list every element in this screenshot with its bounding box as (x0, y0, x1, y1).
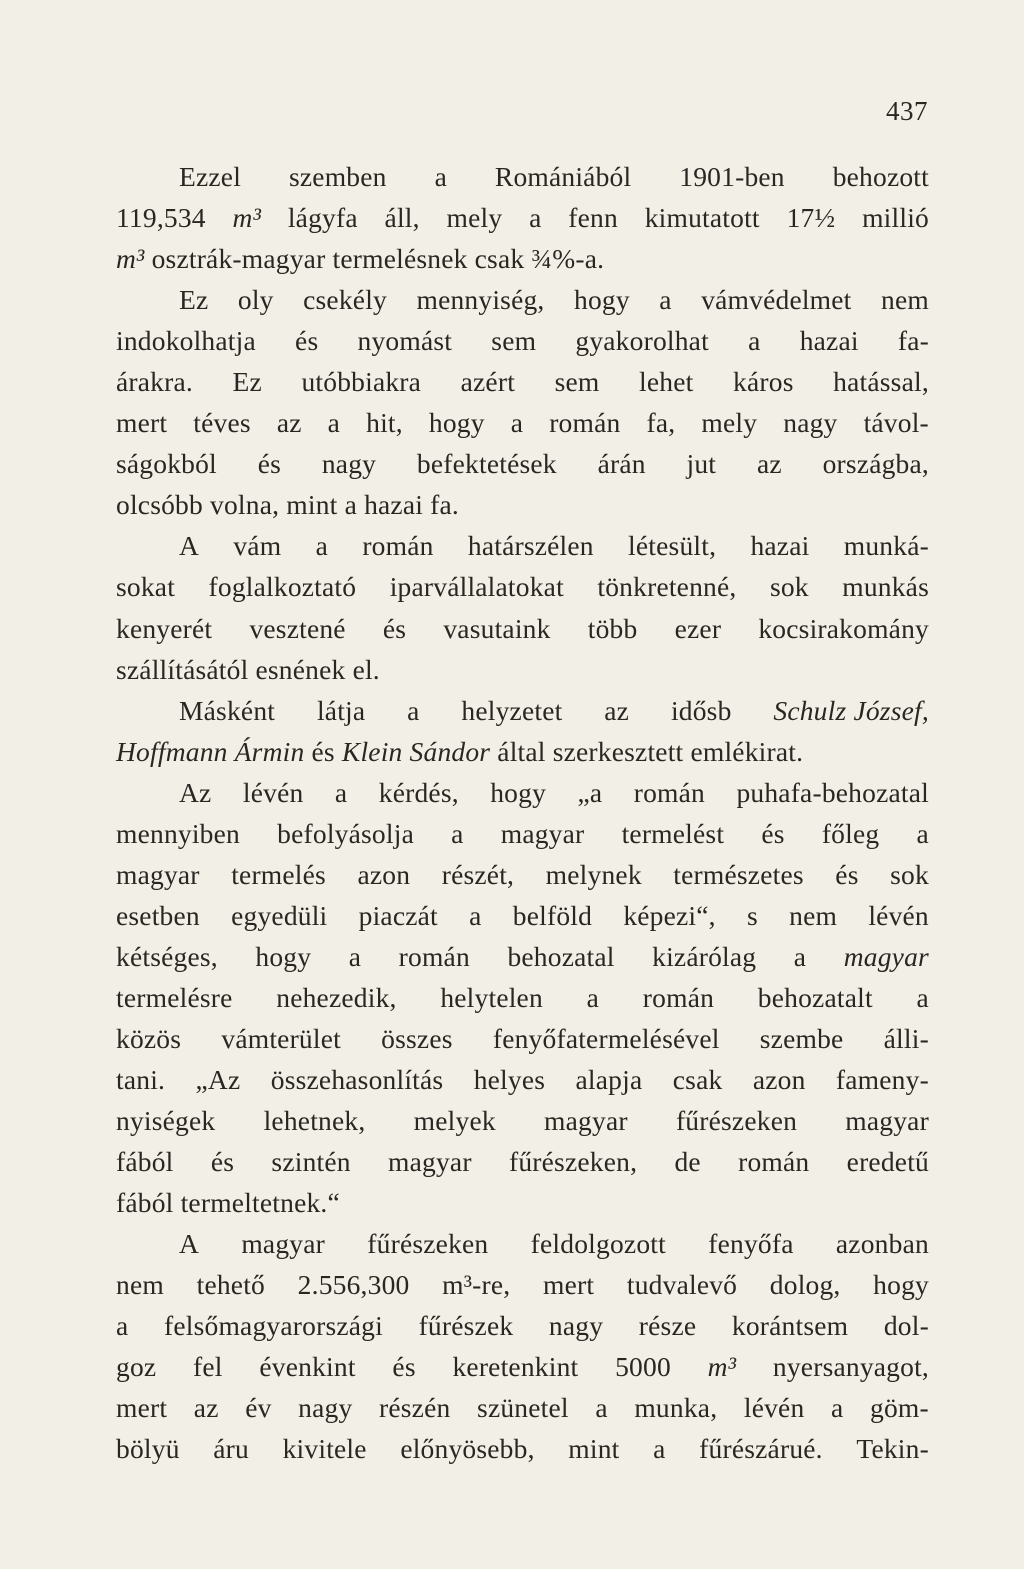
text-line: magyar termelés azon részét, melynek természetes és sok (116, 858, 929, 890)
text-line: tani. „Az összehasonlítás helyes alapja csak azon fameny- (116, 1064, 929, 1096)
text-line: Hoffmann Ármin és Klein Sándor által szerkesztett emlékirat. (116, 731, 929, 772)
text-line: Ezzel szemben a Romániából 1901-ben behozott (179, 161, 929, 192)
text-line: szállításától esnének el. (116, 653, 380, 685)
text-line: mert az év nagy részén szünetel a munka, lévén a göm- (116, 1392, 929, 1424)
page-number: 437 (886, 96, 928, 126)
text-line: esetben egyedüli piaczát a belföld képezi“, s nem lévén (116, 899, 929, 931)
text-line: m³ osztrák-magyar termelésnek csak ¾%-a. (116, 243, 605, 275)
text-line: Ez oly csekély mennyiség, hogy a vámvédelmet nem (179, 284, 929, 316)
text-line: kétséges, hogy a román behozatal kizárólag a magyar (116, 940, 929, 972)
text-line: árakra. Ez utóbbiakra azért sem lehet káros hatással, (116, 366, 929, 398)
author-name: Klein Sándor (341, 735, 491, 767)
text-line: mennyiben befolyásolja a magyar termelést és főleg a (116, 817, 929, 849)
text-line: mert téves az a hit, hogy a román fa, mely nagy távol- (116, 407, 929, 439)
text-line: A magyar fűrészeken feldolgozott fenyőfa azonban (179, 1228, 929, 1260)
text-line: goz fel évenkint és keretenkint 5000 m³ nyersanyagot, (116, 1351, 929, 1383)
text-line: kenyerét vesztené és vasutaink több ezer kocsirakomány (116, 612, 929, 644)
text-line: olcsóbb volna, mint a hazai fa. (116, 489, 460, 521)
author-name: Hoffmann Ármin (116, 735, 305, 767)
text-line: termelésre nehezedik, helytelen a román behozatalt a (116, 981, 929, 1013)
author-name: Schulz József, (773, 694, 929, 726)
text-line: ságokból és nagy befektetések árán jut az országba, (116, 448, 929, 480)
text-line: indokolhatja és nyomást sem gyakorolhat a hazai fa- (116, 325, 929, 357)
text-line: fából és szintén magyar fűrészeken, de román eredetű (116, 1146, 929, 1178)
text-line: Az lévén a kérdés, hogy „a román puhafa-behozatal (179, 776, 929, 808)
text-line: fából termeltetnek.“ (116, 1187, 340, 1219)
text-line: A vám a román határszélen létesült, hazai munká- (179, 530, 929, 562)
text-line: nyiségek lehetnek, melyek magyar fűrészeken magyar (116, 1105, 929, 1137)
text-line: a felsőmagyarországi fűrészek nagy része korántsem dol- (116, 1310, 929, 1342)
text-line: sokat foglalkoztató iparvállalatokat tönkretenné, sok munkás (116, 571, 929, 603)
text-line: Másként látja a helyzetet az idősb Schulz József, (116, 690, 929, 731)
text-line: közös vámterület összes fenyőfatermelésével szembe álli- (116, 1022, 929, 1054)
text-line: 119,534 m³ lágyfa áll, mely a fenn kimutatott 17½ millió (116, 202, 929, 234)
text-line: nem tehető 2.556,300 m³-re, mert tudvalevő dolog, hogy (116, 1269, 929, 1301)
text-line: bölyü áru kivitele előnyösebb, mint a fűrészárué. Tekin- (116, 1433, 929, 1465)
body-text (116, 156, 929, 1470)
